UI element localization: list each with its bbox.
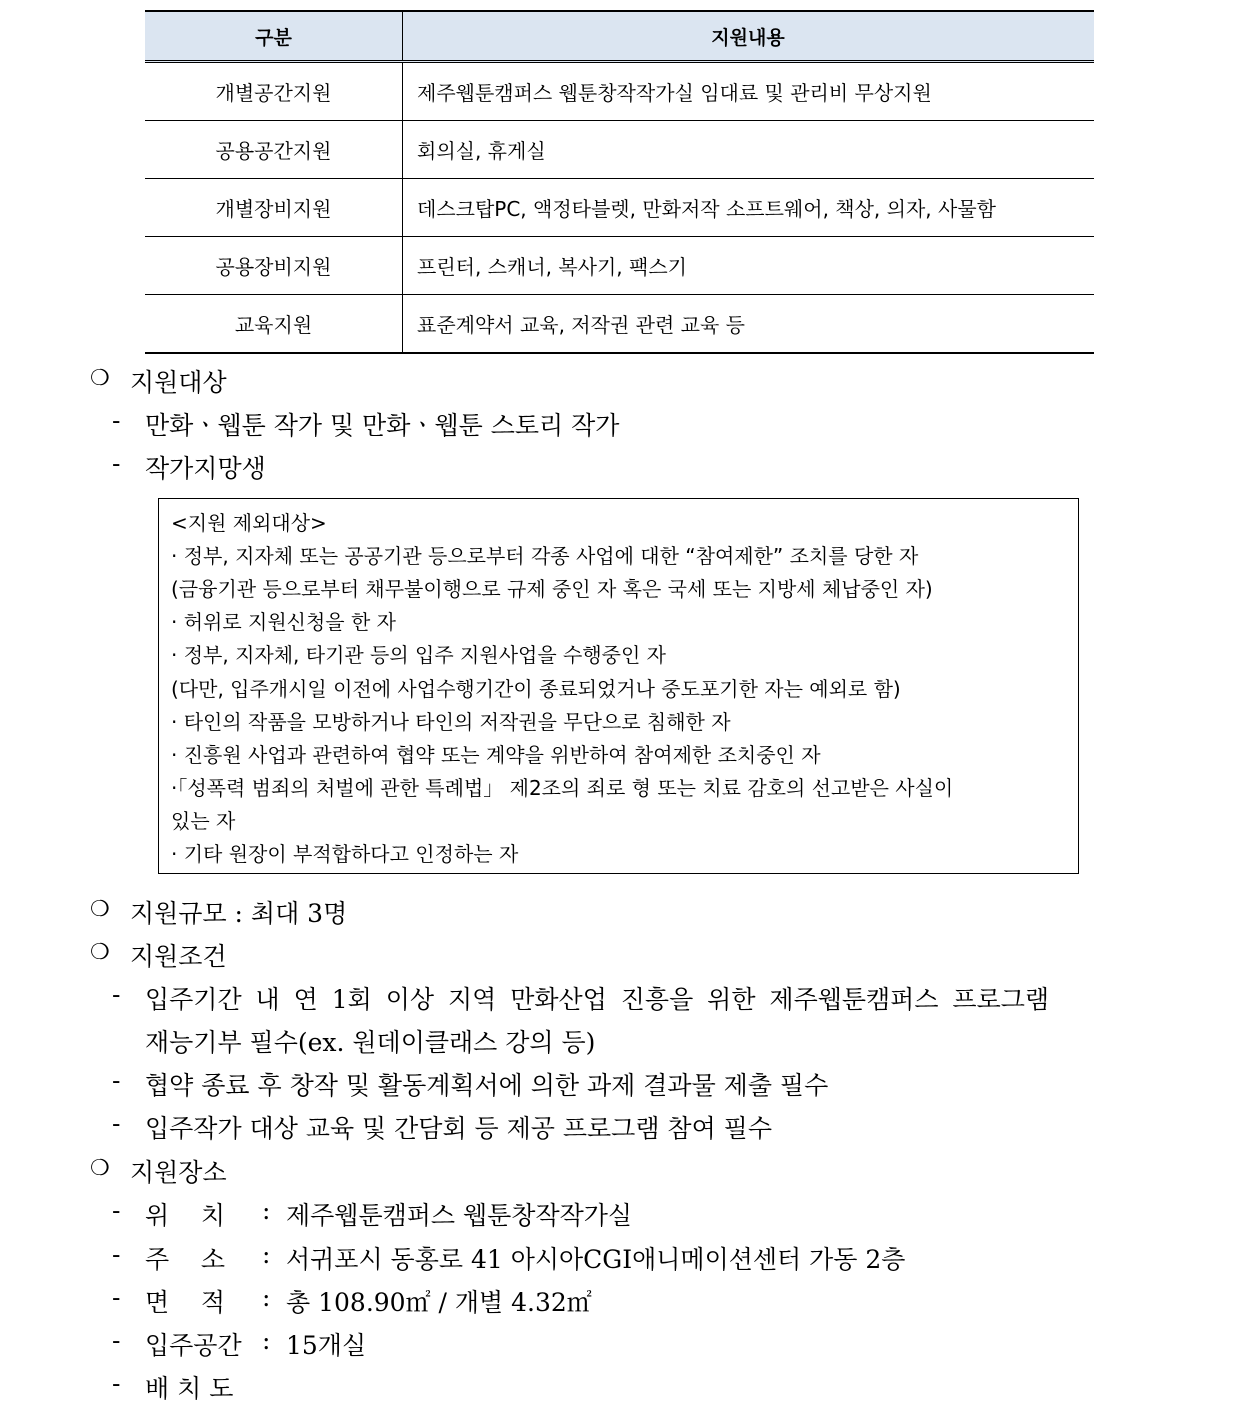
dash-bullet: - xyxy=(112,449,121,478)
location-value: 총 108.90㎡ / 개별 4.32㎡ xyxy=(286,1288,592,1317)
section-heading: 지원규모 : 최대 3명 xyxy=(130,899,348,928)
exclusion-line: · 정부, 지자체 또는 공공기관 등으로부터 각종 사업에 대한 “참여제한” 조치를 당한 자 xyxy=(171,544,919,568)
row-category: 공용장비지원 xyxy=(145,237,403,295)
location-value: 서귀포시 동홍로 41 아시아CGI애니메이션센터 가동 2층 xyxy=(286,1245,906,1274)
location-label: 면 적 xyxy=(145,1288,226,1317)
row-content: 제주웹툰캠퍼스 웹툰창작작가실 임대료 및 관리비 무상지원 xyxy=(403,62,1095,121)
table-header-row xyxy=(145,11,1094,62)
list-item-text: 재능기부 필수(ex. 원데이클래스 강의 등) xyxy=(145,1028,596,1057)
table-row xyxy=(145,121,1094,179)
row-content: 표준계약서 교육, 저작권 관련 교육 등 xyxy=(403,295,1095,354)
location-label: 위 치 xyxy=(145,1201,226,1230)
exclusion-line: · 정부, 지자체, 타기관 등의 입주 지원사업을 수행중인 자 xyxy=(171,643,666,667)
exclusion-line: 있는 자 xyxy=(171,809,236,833)
location-label: 주 소 xyxy=(145,1245,226,1274)
table-row xyxy=(145,237,1094,295)
row-category: 개별공간지원 xyxy=(145,62,403,121)
exclusion-line: (다만, 입주개시일 이전에 사업수행기간이 종료되었거나 중도포기한 자는 예외로 함) xyxy=(171,677,901,701)
exclusion-box xyxy=(158,498,1079,874)
section-heading: 지원대상 xyxy=(130,368,227,397)
location-value: 15개실 xyxy=(286,1331,367,1360)
location-colon: : xyxy=(262,1283,271,1312)
list-item-text: 작가지망생 xyxy=(145,454,266,483)
exclusion-line: · 타인의 작품을 모방하거나 타인의 저작권을 무단으로 침해한 자 xyxy=(171,710,731,734)
location-label: 입주공간 xyxy=(145,1331,242,1360)
dash-bullet: - xyxy=(112,1109,121,1138)
layout-label: 배 치 도 xyxy=(145,1374,234,1403)
location-colon: : xyxy=(262,1326,271,1355)
row-content: 프린터, 스캐너, 복사기, 팩스기 xyxy=(403,237,1095,295)
dash-bullet: - xyxy=(112,406,121,435)
list-item-text: 입주작가 대상 교육 및 간담회 등 제공 프로그램 참여 필수 xyxy=(145,1114,772,1143)
exclusion-title: <지원 제외대상> xyxy=(171,511,327,535)
row-category: 교육지원 xyxy=(145,295,403,354)
dash-bullet: - xyxy=(112,1196,121,1225)
dash-bullet: - xyxy=(112,1369,121,1398)
dash-bullet: - xyxy=(112,1326,121,1355)
row-content: 회의실, 휴게실 xyxy=(403,121,1095,179)
list-item-text: 협약 종료 후 창작 및 활동계획서에 의한 과제 결과물 제출 필수 xyxy=(145,1071,829,1100)
circle-bullet-icon: ❍ xyxy=(90,897,110,922)
row-category: 개별장비지원 xyxy=(145,179,403,237)
location-colon: : xyxy=(262,1240,271,1269)
row-content: 데스크탑PC, 액정타블렛, 만화저작 소프트웨어, 책상, 의자, 사물함 xyxy=(403,179,1095,237)
circle-bullet-icon: ❍ xyxy=(90,1156,110,1181)
dash-bullet: - xyxy=(112,1240,121,1269)
exclusion-line: · 기타 원장이 부적합하다고 인정하는 자 xyxy=(171,842,519,866)
exclusion-line: ·「성폭력 범죄의 처벌에 관한 특례법」 제2조의 죄로 형 또는 치료 감호의 선고받은 사실이 xyxy=(171,776,954,800)
table-row xyxy=(145,179,1094,237)
section-heading: 지원장소 xyxy=(130,1158,227,1187)
column-header-category: 구분 xyxy=(145,11,403,62)
row-category: 공용공간지원 xyxy=(145,121,403,179)
table-row xyxy=(145,295,1094,354)
exclusion-line: · 허위로 지원신청을 한 자 xyxy=(171,610,396,634)
dash-bullet: - xyxy=(112,1066,121,1095)
dash-bullet: - xyxy=(112,1283,121,1312)
location-value: 제주웹툰캠퍼스 웹툰창작작가실 xyxy=(286,1201,633,1230)
table-row xyxy=(145,62,1094,121)
column-header-content: 지원내용 xyxy=(403,11,1095,62)
circle-bullet-icon: ❍ xyxy=(90,940,110,965)
list-item-text: 입주기간 내 연 1회 이상 지역 만화산업 진흥을 위한 제주웹툰캠퍼스 프로그램 xyxy=(145,985,1050,1014)
section-heading: 지원조건 xyxy=(130,942,227,971)
exclusion-line: · 진흥원 사업과 관련하여 협약 또는 계약을 위반하여 참여제한 조치중인 자 xyxy=(171,743,821,767)
location-colon: : xyxy=(262,1196,271,1225)
circle-bullet-icon: ❍ xyxy=(90,366,110,391)
exclusion-line: (금융기관 등으로부터 채무불이행으로 규제 중인 자 혹은 국세 또는 지방세 체납중인 자) xyxy=(171,577,933,601)
support-table xyxy=(145,10,1094,354)
list-item-text: 만화ㆍ웹툰 작가 및 만화ㆍ웹툰 스토리 작가 xyxy=(145,411,620,440)
dash-bullet: - xyxy=(112,980,121,1009)
